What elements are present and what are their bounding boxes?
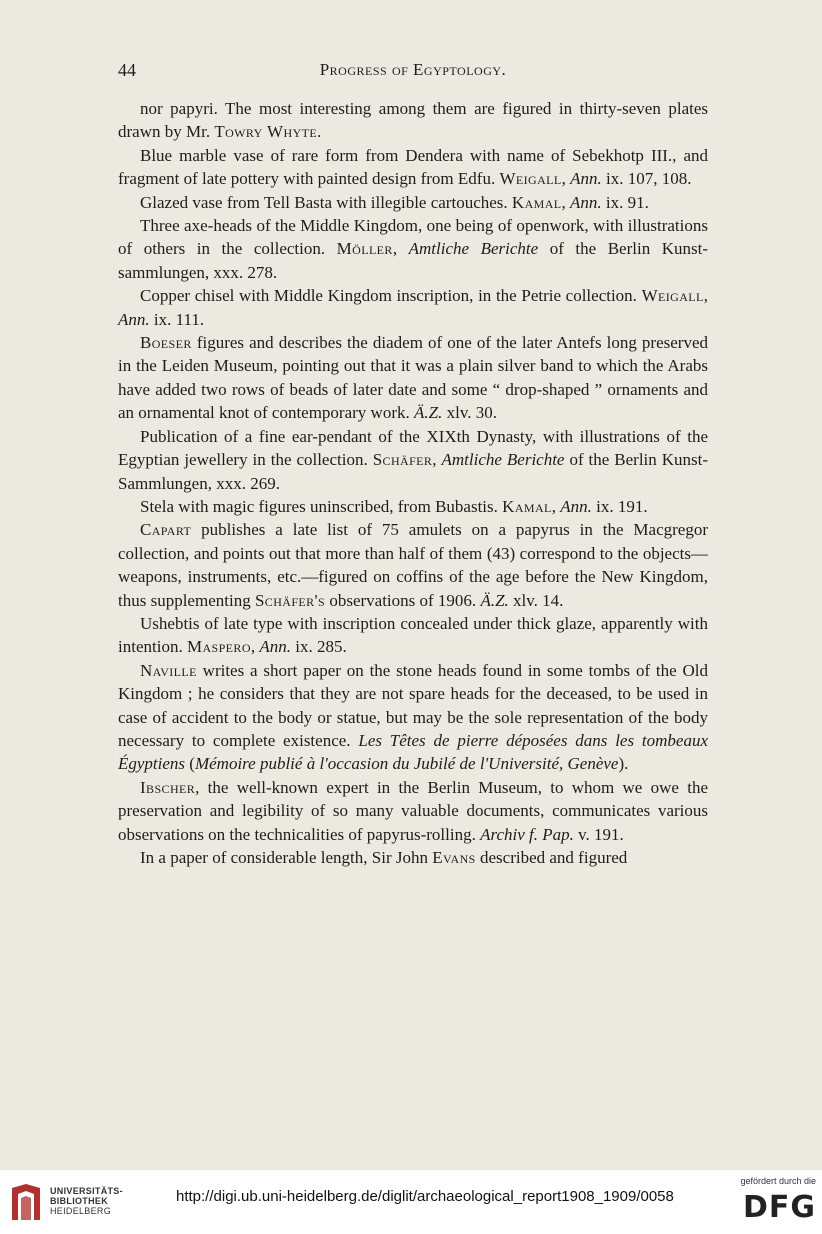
author-name: Schäfer's — [254, 590, 326, 610]
citation-title: Ann. — [560, 496, 592, 516]
paragraph — [118, 776, 708, 846]
text-run: Three axe-heads of the Middle Kingdom, one being of openwork, with illustrations of others in the collection. — [118, 216, 708, 259]
text-run: of the Berlin Kunst-sammlungen, xxx. 278. — [118, 239, 709, 282]
text-run: , the well-known expert in the Berlin Museum, to whom we owe the preservation and legibility of so many valuable documents, communicates various observations on the technicalities of papyrus-rolling. — [118, 777, 708, 844]
paragraph — [118, 144, 708, 191]
paragraph — [118, 425, 708, 495]
author-name: Weigall — [499, 169, 562, 189]
paragraph — [118, 659, 708, 776]
citation-title: Ä.Z. — [480, 590, 509, 610]
citation-title: Ann. — [570, 192, 602, 212]
author-name: Ibscher — [140, 777, 196, 797]
author-name: Schäfer — [372, 450, 433, 470]
text-run: of the Berlin Kunst-Sammlungen, xxx. 269. — [118, 450, 709, 493]
running-head — [118, 60, 708, 84]
text-run: writes a short paper on the stone heads found in some tombs of the Old Kingdom ; he considers that they are not spare heads for the deceased, to be used in case of accident to the body or statue, but may be the sole representation of the body necessary to complete existence. — [118, 660, 708, 750]
text-run: nor papyri. The most interesting among them are figured in thirty-seven plates drawn by Mr. — [118, 99, 708, 142]
heidelberg-library-logo[interactable] — [8, 1180, 178, 1224]
text-run: figures and describes the diadem of one of the later Antefs long preserved in the Leiden Museum, pointing out that it was a plain silver band to which the Arabs have added two rows of beads of later date and some “ drop-shaped ” ornaments and an ornamental knot of contemporary work. — [118, 333, 708, 423]
citation-title: Ann. — [570, 169, 602, 189]
text-run: described and figured — [475, 848, 628, 867]
citation-title: Archiv f. Pap. — [480, 824, 574, 844]
citation-title: Ä.Z. — [414, 403, 443, 423]
text-run: xlv. 14. — [508, 590, 564, 610]
library-name-line-1: UNIVERSITÄTS- — [50, 1186, 123, 1196]
dfg-supported-by: gefördert durch die — [740, 1176, 816, 1186]
text-run: Publication of a fine ear-pendant of the XIXth Dynasty, with illustrations of the Egyptian jewellery in the collection. — [118, 426, 708, 470]
dfg-logo: DFG — [742, 1190, 816, 1225]
author-name: Naville — [140, 660, 197, 680]
text-run: ix. 285. — [291, 637, 347, 657]
library-name-line-3: HEIDELBERG — [50, 1206, 112, 1216]
citation-title: Mémoire publié à l'occasion du Jubilé de l'Université, Genève — [194, 754, 619, 774]
author-name: Towry Whyte — [214, 122, 318, 142]
author-name: Weigall — [641, 286, 704, 306]
text-run: ix. 107, 108. — [601, 169, 692, 189]
author-name: Möller — [336, 239, 393, 259]
text-run: ix. 91. — [601, 192, 649, 212]
author-name: Boeser — [140, 333, 192, 353]
paragraph — [118, 191, 708, 214]
citation-title: Amtliche Berichte — [408, 239, 539, 259]
text-run: Glazed vase from Tell Basta with illegible cartouches. — [140, 192, 512, 212]
text-run: . — [317, 122, 322, 142]
page-number: 44 — [118, 60, 136, 80]
paragraph — [118, 518, 708, 612]
text-run: Blue marble vase of rare form from Dendera with name of Sebekhotp III., and fragment of late pottery with painted design from Edfu. — [118, 145, 708, 189]
text-run: ). — [618, 754, 629, 774]
text-run: publishes a late list of 75 amulets on a papyrus in the Macgregor collection, and points out that more than half of them (43) correspond to the objects—weapons, instruments, etc.—figured on coffins of the age before the New Kingdom, thus supplementing — [118, 520, 708, 610]
text-run: , — [250, 637, 260, 657]
text-run: observations of 1906. — [325, 590, 481, 610]
paragraph — [118, 612, 708, 659]
paragraph — [118, 846, 708, 869]
library-emblem-icon — [8, 1182, 44, 1222]
text-run: , — [703, 286, 708, 306]
paragraph — [118, 97, 708, 144]
author-name: Maspero — [186, 637, 251, 657]
text-run: , — [392, 239, 409, 259]
author-name: Capart — [140, 520, 192, 540]
text-run: Stela with magic figures uninscribed, from Bubastis. — [140, 496, 503, 516]
paragraph — [118, 284, 708, 331]
text-run: ix. 111. — [149, 309, 205, 329]
citation-title: Les Têtes de pierre déposées dans les tombeaux Égyptiens — [118, 730, 708, 774]
citation-title: Amtliche Berichte — [441, 450, 565, 470]
text-run: ix. 191. — [591, 496, 648, 516]
paragraph — [118, 495, 708, 518]
text-run: , — [561, 192, 571, 212]
author-name: Kamal — [511, 192, 562, 212]
library-name-line-2: BIBLIOTHEK — [50, 1196, 108, 1206]
text-run: ( — [185, 754, 195, 774]
text-run: Ushebtis of late type with inscription concealed under thick glaze, apparently with intention. — [118, 613, 708, 657]
text-run: xlv. 30. — [442, 403, 497, 423]
text-run: v. 191. — [573, 824, 624, 844]
text-run: In a paper of considerable length, Sir John — [140, 848, 433, 867]
text-run: Copper chisel with Middle Kingdom inscription, in the Petrie collection. — [140, 286, 642, 306]
author-name: Kamal — [502, 496, 552, 516]
body-text — [118, 97, 708, 869]
text-run: , — [551, 496, 561, 516]
text-run: , — [432, 450, 442, 470]
text-run: , — [561, 169, 571, 189]
paragraph — [118, 331, 708, 425]
running-title: Progress of Egyptology. — [319, 60, 507, 79]
citation-title: Ann. — [259, 637, 292, 657]
paragraph — [118, 214, 708, 284]
dfg-funding-notice[interactable] — [724, 1176, 816, 1230]
author-name: Evans — [432, 848, 476, 867]
digitization-footer — [0, 1170, 822, 1234]
library-name — [50, 1186, 123, 1216]
citation-title: Ann. — [118, 309, 150, 329]
permalink-url[interactable]: http://digi.ub.uni-heidelberg.de/diglit/archaeological_report1908_1909/0058 — [176, 1188, 674, 1205]
